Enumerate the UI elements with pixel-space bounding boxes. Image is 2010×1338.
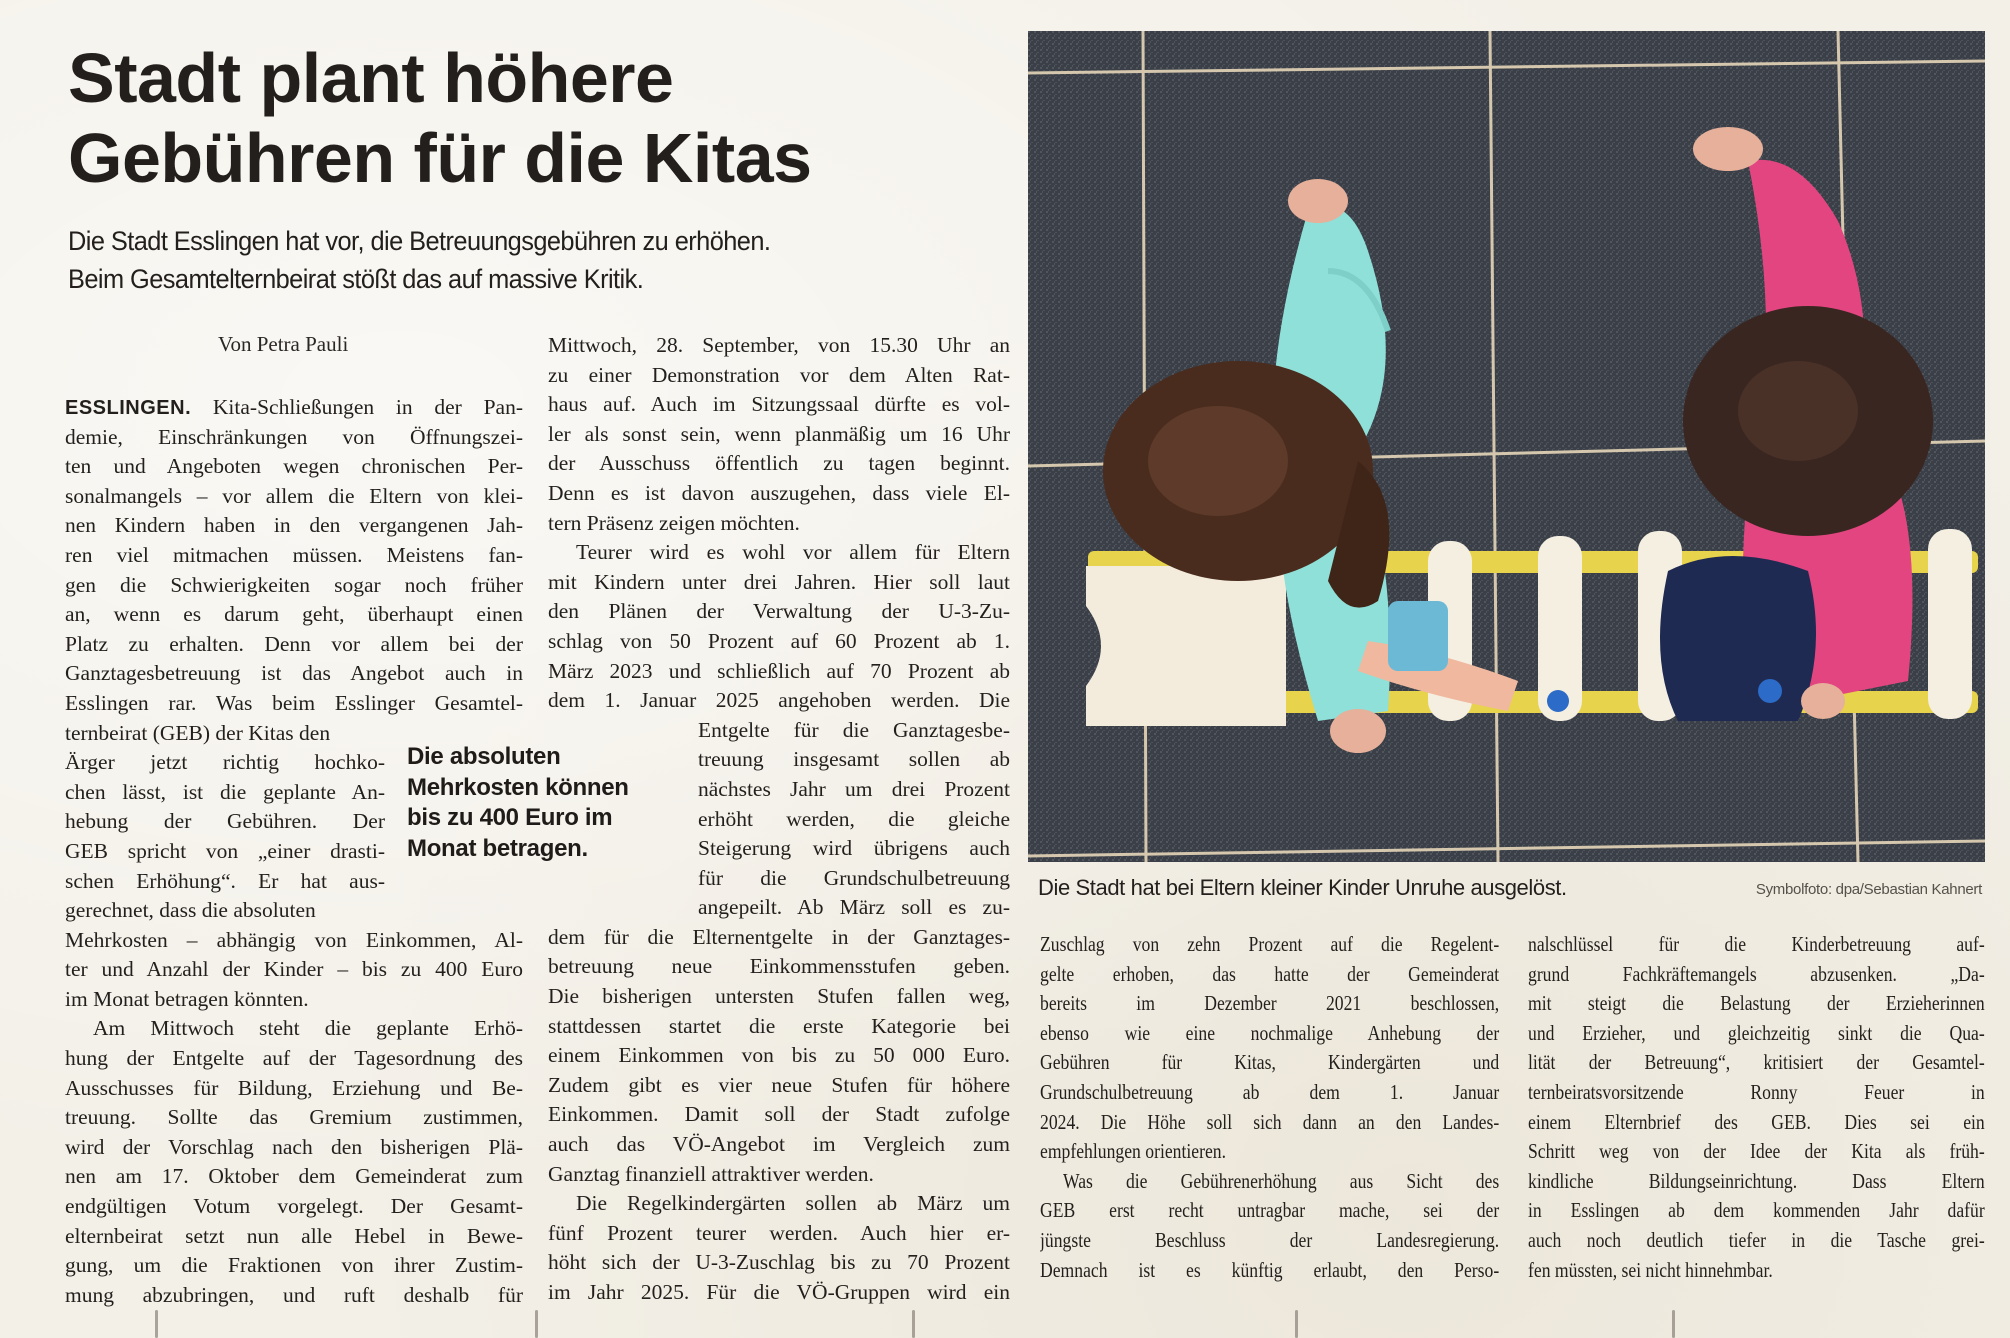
body-line: hebung der Gebühren. Der bbox=[65, 809, 385, 834]
body-line: treuung. Sollte das Gremium zustimmen, bbox=[65, 1105, 523, 1130]
body-line: Platz zu erhalten. Denn vor allem bei der bbox=[65, 631, 523, 656]
body-line: nächstes Jahr um drei Prozent bbox=[698, 776, 1010, 801]
body-line: Entgelte für die Ganztagesbe- bbox=[698, 717, 1010, 742]
body-line: elternbeirat setzt nun alle Hebel in Bewe- bbox=[65, 1223, 523, 1248]
body-line: Was die Gebührenerhöhung aus Sicht des bbox=[1062, 1168, 1500, 1193]
pull-quote-line: Mehrkosten können bbox=[407, 773, 629, 801]
photo-caption: Die Stadt hat bei Eltern kleiner Kinder Unruhe ausgelöst. bbox=[1038, 875, 1567, 900]
body-line: ESSLINGEN. Kita-Schließungen in der Pan- bbox=[65, 395, 523, 419]
paper-tear-mark bbox=[1672, 1310, 1675, 1338]
body-line: gung, um die Fraktionen von ihrer Zustim- bbox=[65, 1253, 523, 1278]
headline-line-1: Stadt plant höhere bbox=[68, 39, 674, 117]
body-line: in Esslingen ab dem kommenden Jahr dafür bbox=[1528, 1198, 1985, 1223]
body-line: chen lässt, ist die geplante An- bbox=[65, 779, 385, 804]
body-line: GEB spricht von „einer drasti- bbox=[65, 838, 385, 863]
body-line: kindliche Bildungseinrichtung. Dass Eltern bbox=[1528, 1168, 1985, 1193]
body-line: einem Einkommen von bis zu 50 000 Euro. bbox=[548, 1043, 1010, 1068]
body-line: Ganztagesbetreuung ist das Angebot auch in bbox=[65, 661, 523, 686]
paper-tear-mark bbox=[155, 1310, 158, 1338]
body-line: haus auf. Auch im Sitzungssaal dürfte es vol- bbox=[548, 392, 1010, 417]
body-line: lität der Betreuung“, kritisiert der Gesamtel- bbox=[1528, 1050, 1985, 1075]
body-line: fünf Prozent teurer werden. Auch hier er- bbox=[548, 1220, 1010, 1245]
body-line: ter und Anzahl der Kinder – bis zu 400 Euro bbox=[65, 957, 523, 982]
body-line: ternbeiratsvorsitzende Ronny Feuer in bbox=[1528, 1079, 1985, 1104]
body-line: höht sich der U-3-Zuschlag bis zu 70 Prozent bbox=[548, 1250, 1010, 1275]
body-line: treuung insgesamt sollen ab bbox=[698, 747, 1010, 772]
body-line: tern Präsenz zeigen möchten. bbox=[548, 510, 800, 535]
byline: Von Petra Pauli bbox=[218, 332, 349, 356]
subheadline-line-2: Beim Gesamtelternbeirat stößt das auf massive Kritik. bbox=[68, 264, 644, 294]
pull-quote-line: Monat betragen. bbox=[407, 834, 588, 862]
body-line: Esslingen rar. Was beim Esslinger Gesamtel- bbox=[65, 690, 523, 715]
column-2 bbox=[548, 331, 1010, 1308]
body-line: mung abzubringen, und ruft deshalb für bbox=[65, 1282, 523, 1307]
body-line: an, wenn es darum geht, überhaupt einen bbox=[65, 602, 523, 627]
article-photo bbox=[1028, 31, 1985, 862]
body-line: einem Elternbrief des GEB. Dies sei ein bbox=[1528, 1109, 1985, 1134]
body-line: auch das VÖ-Angebot im Vergleich zum bbox=[548, 1132, 1010, 1157]
body-line: Mehrkosten – abhängig von Einkommen, Al- bbox=[65, 927, 523, 952]
photo-credit: Symbolfoto: dpa/Sebastian Kahnert bbox=[1755, 881, 1982, 898]
body-line: mit steigt die Belastung der Erzieherinnen bbox=[1528, 991, 1985, 1016]
pull-quote-line: bis zu 400 Euro im bbox=[407, 804, 613, 831]
column-3 bbox=[1040, 930, 1499, 1285]
body-line: Zuschlag von zehn Prozent auf die Regelent- bbox=[1040, 932, 1500, 956]
body-line: ternbeirat (GEB) der Kitas den bbox=[65, 720, 331, 745]
body-line: ler als sonst sein, wenn planmäßig um 16 Uhr bbox=[548, 421, 1010, 446]
paper-tear-mark bbox=[535, 1310, 538, 1338]
body-line: fen müssten, sei nicht hinnehmbar. bbox=[1528, 1257, 1773, 1282]
body-line: für die Grundschulbetreuung bbox=[698, 865, 1010, 890]
body-line: gelte erhoben, das hatte der Gemeinderat bbox=[1040, 961, 1500, 986]
body-line: schlag von 50 Prozent auf 60 Prozent ab 1. bbox=[548, 628, 1010, 653]
body-line: Die bisherigen untersten Stufen fallen weg, bbox=[548, 984, 1010, 1009]
body-line: den Plänen der Verwaltung der U-3-Zu- bbox=[548, 599, 1010, 624]
subheadline-line-1: Die Stadt Esslingen hat vor, die Betreuungsgebühren zu erhöhen. bbox=[68, 226, 771, 256]
body-line: Ausschusses für Bildung, Erziehung und Be- bbox=[65, 1075, 523, 1100]
body-line: nen am 17. Oktober dem Gemeinderat zum bbox=[65, 1164, 523, 1189]
body-line: wird der Vorschlag nach den bisherigen Plä- bbox=[65, 1134, 523, 1159]
body-line: nen Kindern haben in den vergangenen Jah- bbox=[65, 513, 523, 538]
body-line: jüngste Beschluss der Landesregierung. bbox=[1040, 1227, 1500, 1252]
body-line: im Monat betragen könnten. bbox=[65, 986, 309, 1011]
subheadline bbox=[68, 222, 933, 298]
body-line: angepeilt. Ab März soll es zu- bbox=[698, 895, 1010, 920]
body-line: betreuung neue Einkommensstufen geben. bbox=[548, 954, 1010, 979]
paper-tear-mark bbox=[912, 1310, 915, 1338]
pull-quote-line: Die absoluten bbox=[407, 743, 561, 770]
body-line: Zudem gibt es vier neue Stufen für höhere bbox=[548, 1072, 1010, 1097]
column-4 bbox=[1528, 930, 1985, 1285]
body-line: schen Erhöhung“. Er hat aus- bbox=[65, 868, 385, 893]
body-line: Mittwoch, 28. September, von 15.30 Uhr an bbox=[548, 333, 1010, 357]
body-line: zu einer Demonstration vor dem Alten Rat- bbox=[548, 362, 1010, 387]
headline-line-2: Gebühren für die Kitas bbox=[68, 119, 812, 197]
body-line: Ganztag finanziell attraktiver werden. bbox=[548, 1161, 874, 1186]
body-line: ren viel mitmachen müssen. Meistens fan- bbox=[65, 542, 523, 567]
body-line: dem für die Elternentgelte in der Ganztages- bbox=[548, 924, 1010, 949]
body-line: Am Mittwoch steht die geplante Erhö- bbox=[93, 1016, 523, 1041]
body-line: erhöht werden, die gleiche bbox=[698, 806, 1010, 831]
children-on-ladder-image bbox=[1028, 31, 1985, 862]
body-line: Demnach ist es künftig erlaubt, den Perso- bbox=[1040, 1257, 1500, 1282]
body-line: im Jahr 2025. Für die VÖ-Gruppen wird ein bbox=[548, 1280, 1010, 1304]
body-line: Schritt weg von der Idee der Kita als früh- bbox=[1528, 1139, 1985, 1164]
body-line: und Erzieher, und gleichzeitig sinkt die Qua- bbox=[1528, 1020, 1985, 1045]
body-line: gen die Schwierigkeiten sogar noch früher bbox=[65, 572, 523, 597]
body-line: Die Regelkindergärten sollen ab März um bbox=[576, 1191, 1010, 1216]
body-line: endgültigen Votum vorgelegt. Der Gesamt- bbox=[65, 1194, 523, 1219]
body-line: Grundschulbetreuung ab dem 1. Januar bbox=[1040, 1079, 1500, 1104]
body-line: bereits im Dezember 2021 beschlossen, bbox=[1040, 991, 1500, 1016]
body-line: Teurer wird es wohl vor allem für Eltern bbox=[576, 540, 1010, 565]
body-line: empfehlungen orientieren. bbox=[1040, 1139, 1227, 1164]
body-line: dem 1. Januar 2025 angehoben werden. Die bbox=[548, 688, 1010, 713]
headline bbox=[68, 38, 968, 198]
body-line: Ärger jetzt richtig hochko- bbox=[65, 750, 385, 775]
body-line: demie, Einschränkungen von Öffnungszei- bbox=[65, 424, 523, 449]
body-line: Gebühren für Kitas, Kindergärten und bbox=[1040, 1050, 1500, 1075]
body-line: sonalmangels – vor allem die Eltern von klei- bbox=[65, 483, 523, 508]
body-line: Denn es ist davon auszugehen, dass viele El- bbox=[548, 480, 1010, 505]
body-line: hung der Entgelte auf der Tagesordnung des bbox=[65, 1046, 523, 1071]
body-line: grund Fachkräftemangels abzusenken. „Da- bbox=[1528, 961, 1985, 986]
paper-tear-mark bbox=[1295, 1310, 1298, 1338]
body-line: auch noch deutlich tiefer in die Tasche grei- bbox=[1528, 1227, 1985, 1252]
body-line: gerechnet, dass die absoluten bbox=[65, 898, 316, 923]
body-line: der Ausschuss öffentlich zu tagen beginnt. bbox=[548, 451, 1010, 476]
body-line: Einkommen. Damit soll der Stadt zufolge bbox=[548, 1102, 1010, 1127]
body-line: mit Kindern unter drei Jahren. Hier soll laut bbox=[548, 569, 1010, 594]
dateline: ESSLINGEN. bbox=[65, 397, 192, 419]
body-line: ebenso wie eine nochmalige Anhebung der bbox=[1040, 1020, 1500, 1045]
body-line: März 2023 und schließlich auf 70 Prozent ab bbox=[548, 658, 1010, 683]
body-line: Steigerung wird übrigens auch bbox=[698, 836, 1010, 861]
body-line: 2024. Die Höhe soll sich dann an den Landes- bbox=[1040, 1109, 1500, 1134]
body-line: stattdessen startet die erste Kategorie bei bbox=[548, 1013, 1010, 1038]
body-line: GEB erst recht untragbar mache, sei der bbox=[1040, 1198, 1500, 1223]
body-line: ten und Angeboten wegen chronischen Per- bbox=[65, 454, 523, 479]
body-line: nalschlüssel für die Kinderbetreuung auf- bbox=[1528, 932, 1985, 956]
